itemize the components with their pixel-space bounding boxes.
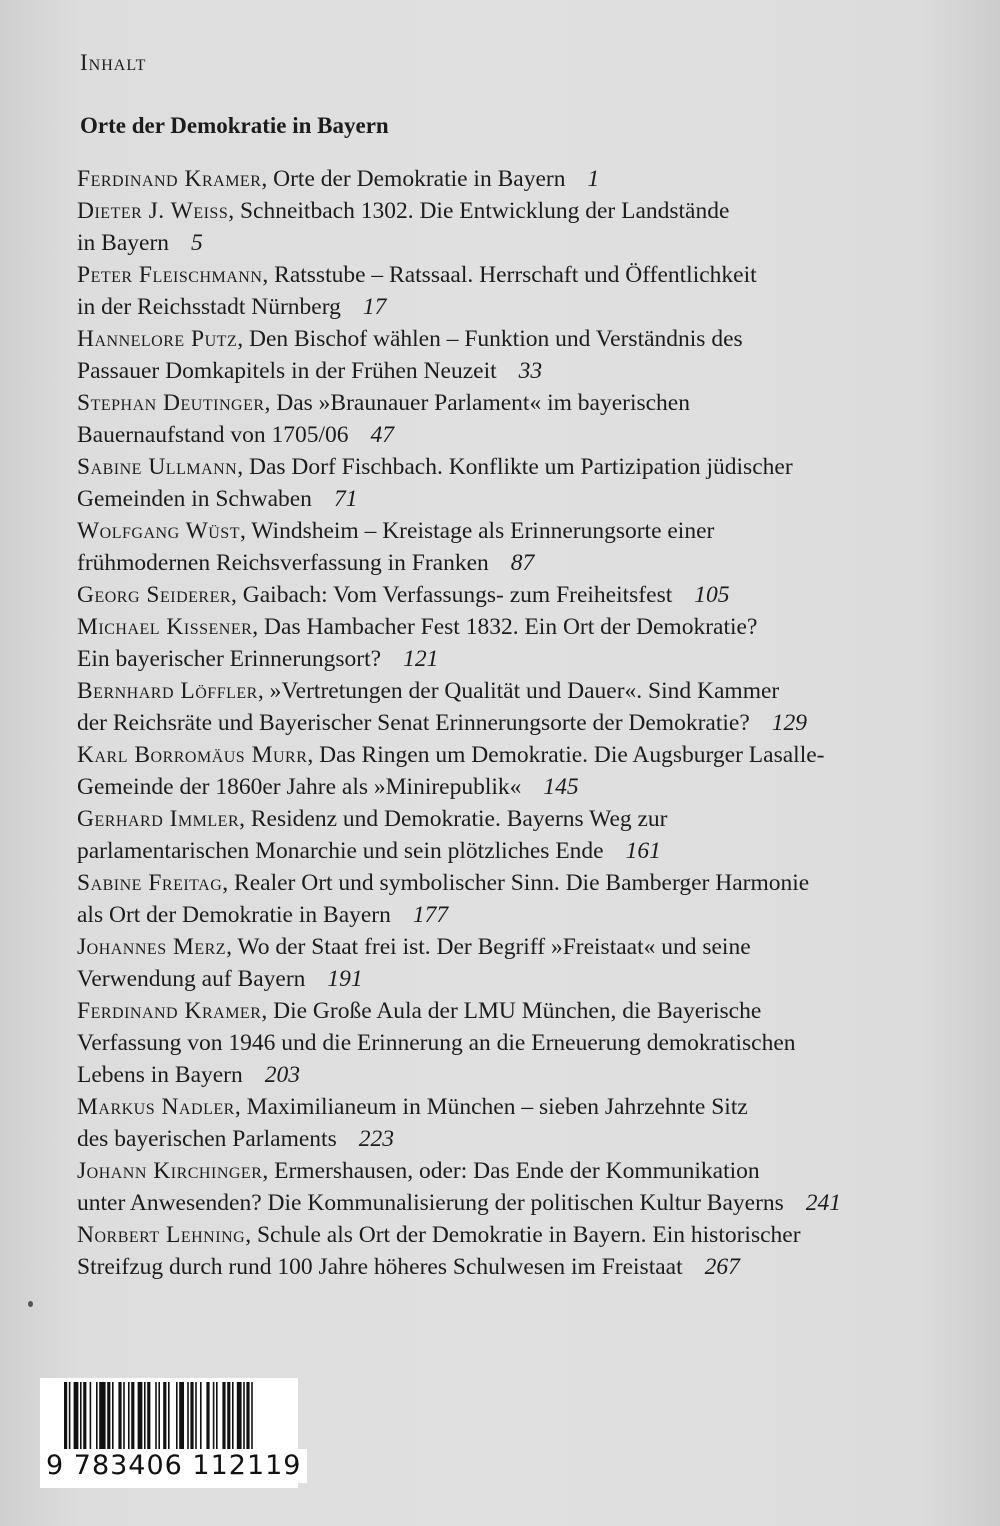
barcode-bar bbox=[118, 1382, 121, 1450]
barcode-bar bbox=[128, 1382, 130, 1450]
toc-title: , Ratsstube – Ratssaal. Herrschaft und Öffentlichkeit bbox=[262, 262, 757, 288]
toc-entry-line bbox=[77, 163, 977, 195]
toc-entry bbox=[77, 387, 977, 451]
toc-title: , Schneitbach 1302. Die Entwicklung der Landstände bbox=[228, 198, 730, 224]
toc-title: des bayerischen Parlaments bbox=[77, 1126, 337, 1152]
toc-page-number: 267 bbox=[704, 1254, 740, 1280]
toc-title: frühmodernen Reichsverfassung in Franken bbox=[77, 550, 489, 576]
toc-title: Gemeinden in Schwaben bbox=[77, 486, 312, 512]
toc-entry bbox=[77, 515, 977, 579]
toc-entry-line bbox=[77, 803, 977, 835]
barcode-bar bbox=[213, 1382, 215, 1450]
toc-entry bbox=[77, 1091, 977, 1155]
toc-entry-line bbox=[77, 515, 977, 547]
toc-entry-line bbox=[77, 931, 977, 963]
toc-page-number: 1 bbox=[587, 166, 600, 192]
toc-title: , Das Hambacher Fest 1832. Ein Ort der Demokratie? bbox=[252, 614, 758, 640]
barcode-bar bbox=[155, 1382, 157, 1450]
toc-page-number: 161 bbox=[625, 838, 661, 864]
toc-title: , Residenz und Demokratie. Bayerns Weg zur bbox=[239, 806, 668, 832]
toc-entry-line bbox=[77, 1123, 977, 1155]
toc-title: , Den Bischof wählen – Funktion und Verständnis des bbox=[237, 326, 743, 352]
toc-title: Passauer Domkapitels in der Frühen Neuzeit bbox=[77, 358, 497, 384]
barcode-bar bbox=[74, 1382, 79, 1450]
toc-entry-line bbox=[77, 547, 977, 579]
toc-author: Hannelore Putz bbox=[77, 326, 238, 352]
section-title: Orte der Demokratie in Bayern bbox=[80, 113, 389, 138]
toc-author: Gerhard Immler bbox=[77, 806, 240, 832]
barcode-bar bbox=[216, 1382, 218, 1450]
toc-entry-line bbox=[77, 963, 977, 995]
toc-title: Gemeinde der 1860er Jahre als »Minirepublik« bbox=[77, 774, 522, 800]
barcode-bar bbox=[179, 1382, 184, 1450]
toc-entry-line bbox=[77, 739, 977, 771]
toc-page-number: 105 bbox=[694, 582, 730, 608]
toc-entry-line bbox=[77, 643, 977, 675]
toc-entry bbox=[77, 995, 977, 1091]
toc-entry-line bbox=[77, 291, 977, 323]
toc-entry-line bbox=[77, 707, 977, 739]
toc-entry-line bbox=[77, 1059, 977, 1091]
page-heading: Inhalt bbox=[80, 50, 147, 75]
barcode-bar bbox=[90, 1382, 92, 1450]
barcode-bar bbox=[206, 1382, 209, 1450]
barcode-bar bbox=[144, 1382, 146, 1450]
toc-page-number: 5 bbox=[191, 230, 203, 256]
toc-page-number: 203 bbox=[264, 1062, 301, 1088]
toc-author: Markus Nadler bbox=[77, 1094, 235, 1120]
toc-author: Peter Fleischmann bbox=[77, 262, 263, 288]
toc-author: Michael Kissener bbox=[77, 614, 253, 640]
toc-author: Sabine Ullmann bbox=[77, 454, 238, 480]
toc-title: unter Anwesenden? Die Kommunalisierung der politischen Kultur Bayerns bbox=[77, 1190, 784, 1216]
barcode-bar bbox=[227, 1382, 230, 1450]
toc-author: Johann Kirchinger bbox=[77, 1158, 263, 1184]
toc-page-number: 33 bbox=[518, 358, 543, 384]
table-of-contents bbox=[77, 163, 977, 1283]
toc-entry-line bbox=[77, 1027, 977, 1059]
toc-page-number: 17 bbox=[362, 294, 387, 320]
barcode-bar bbox=[176, 1382, 178, 1450]
toc-page-number: 223 bbox=[358, 1126, 394, 1152]
toc-page-number: 71 bbox=[333, 486, 358, 512]
toc-title: , Das »Braunauer Parlament« im bayerischen bbox=[264, 390, 690, 416]
toc-title: , Wo der Staat frei ist. Der Begriff »Freistaat« und seine bbox=[226, 934, 751, 960]
barcode-bar bbox=[168, 1382, 170, 1450]
barcode-bar bbox=[187, 1382, 189, 1450]
toc-entry bbox=[77, 931, 977, 995]
barcode-bar bbox=[138, 1382, 143, 1450]
toc-title: als Ort der Demokratie in Bayern bbox=[77, 902, 391, 928]
toc-entry bbox=[77, 579, 977, 611]
toc-author: Georg Seiderer bbox=[77, 582, 232, 608]
toc-entry bbox=[77, 323, 977, 387]
toc-title: parlamentarischen Monarchie und sein plötzliches Ende bbox=[77, 838, 604, 864]
toc-title: , Ermershausen, oder: Das Ende der Kommunikation bbox=[262, 1158, 760, 1184]
toc-author: Bernhard Löffler bbox=[77, 678, 258, 704]
barcode-bar bbox=[195, 1382, 197, 1450]
toc-title: Bauernaufstand von 1705/06 bbox=[77, 422, 349, 448]
toc-author: Johannes Merz bbox=[77, 934, 227, 960]
toc-title: , »Vertretungen der Qualität und Dauer«. Sind Kammer bbox=[257, 678, 780, 704]
barcode-bar bbox=[246, 1382, 249, 1450]
toc-entry bbox=[77, 195, 977, 259]
barcode-bar bbox=[112, 1382, 114, 1450]
toc-title: der Reichsräte und Bayerischer Senat Erinnerungsorte der Demokratie? bbox=[77, 710, 750, 736]
toc-entry bbox=[77, 739, 977, 803]
toc-author: Norbert Lehning bbox=[77, 1222, 246, 1248]
toc-entry-line bbox=[77, 579, 977, 611]
toc-title: Lebens in Bayern bbox=[77, 1062, 243, 1088]
toc-entry-line bbox=[77, 1155, 977, 1187]
toc-page-number: 121 bbox=[403, 646, 439, 672]
barcode-bar bbox=[131, 1382, 134, 1450]
barcode-bar bbox=[83, 1382, 86, 1450]
toc-title: in Bayern bbox=[77, 230, 170, 256]
toc-title: Streifzug durch rund 100 Jahre höheres Schulwesen im Freistaat bbox=[77, 1254, 683, 1280]
toc-entry-line bbox=[77, 1219, 977, 1251]
toc-page-number: 87 bbox=[510, 550, 535, 576]
toc-entry-line bbox=[77, 611, 977, 643]
barcode-bar bbox=[232, 1382, 234, 1450]
toc-entry-line bbox=[77, 483, 977, 515]
toc-title: , Die Große Aula der LMU München, die Bayerische bbox=[261, 998, 762, 1024]
toc-page-number: 191 bbox=[327, 966, 363, 992]
toc-entry-line bbox=[77, 995, 977, 1027]
toc-entry-line bbox=[77, 227, 977, 259]
toc-title: , Schule als Ort der Demokratie in Bayern. Ein historischer bbox=[245, 1222, 801, 1248]
toc-entry-line bbox=[77, 451, 977, 483]
toc-entry bbox=[77, 451, 977, 515]
barcode-bar bbox=[222, 1382, 225, 1450]
barcode-bar bbox=[163, 1382, 166, 1450]
toc-entry bbox=[77, 611, 977, 675]
toc-entry-line bbox=[77, 1251, 977, 1283]
toc-entry-line bbox=[77, 323, 977, 355]
toc-entry-line bbox=[77, 355, 977, 387]
toc-title: , Das Dorf Fischbach. Konflikte um Partizipation jüdischer bbox=[237, 454, 793, 480]
barcode-bar bbox=[243, 1382, 245, 1450]
toc-title: , Gaibach: Vom Verfassungs- zum Freiheitsfest bbox=[231, 582, 673, 608]
isbn-number: 9 783406 112119 bbox=[40, 1449, 307, 1483]
toc-entry-line bbox=[77, 1187, 977, 1219]
toc-entry-line bbox=[77, 899, 977, 931]
barcode-bar bbox=[96, 1382, 98, 1450]
print-speck bbox=[28, 1301, 33, 1307]
toc-author: Ferdinand Kramer bbox=[77, 166, 262, 192]
toc-entry bbox=[77, 1219, 977, 1283]
toc-entry-line bbox=[77, 835, 977, 867]
barcode-bar bbox=[107, 1382, 110, 1450]
toc-author: Ferdinand Kramer bbox=[77, 998, 262, 1024]
toc-entry bbox=[77, 259, 977, 323]
toc-page-number: 177 bbox=[412, 902, 449, 928]
toc-entry-line bbox=[77, 387, 977, 419]
toc-title: in der Reichsstadt Nürnberg bbox=[77, 294, 341, 320]
toc-title: , Orte der Demokratie in Bayern bbox=[261, 166, 566, 192]
toc-author: Stephan Deutinger bbox=[77, 390, 265, 416]
barcode-bar bbox=[237, 1382, 242, 1450]
toc-entry-line bbox=[77, 1091, 977, 1123]
barcode-bar bbox=[200, 1382, 202, 1450]
barcode-bar bbox=[99, 1382, 105, 1450]
toc-entry-line bbox=[77, 419, 977, 451]
toc-author: Sabine Freitag bbox=[77, 870, 223, 896]
toc-entry-line bbox=[77, 771, 977, 803]
barcode-bar bbox=[147, 1382, 150, 1450]
toc-title: , Maximilianeum in München – sieben Jahrzehnte Sitz bbox=[234, 1094, 748, 1120]
toc-page-number: 241 bbox=[805, 1190, 842, 1216]
barcode-bar bbox=[123, 1382, 125, 1450]
toc-title: Ein bayerischer Erinnerungsort? bbox=[77, 646, 382, 672]
toc-author: Wolfgang Wüst bbox=[77, 518, 240, 544]
toc-title: Verwendung auf Bayern bbox=[77, 966, 306, 992]
toc-title: , Das Ringen um Demokratie. Die Augsburger Lasalle- bbox=[307, 742, 825, 768]
toc-entry bbox=[77, 163, 977, 195]
toc-entry bbox=[77, 803, 977, 867]
toc-author: Karl Borromäus Murr bbox=[77, 742, 308, 768]
toc-author: Dieter J. Weiss bbox=[77, 198, 229, 224]
toc-entry-line bbox=[77, 259, 977, 291]
toc-title: , Realer Ort und symbolischer Sinn. Die Bamberger Harmonie bbox=[222, 870, 810, 896]
toc-page-number: 145 bbox=[543, 774, 579, 800]
barcode-bar bbox=[80, 1382, 82, 1450]
toc-page-number: 129 bbox=[771, 710, 807, 736]
toc-entry-line bbox=[77, 195, 977, 227]
toc-title: Verfassung von 1946 und die Erinnerung an die Erneuerung demokratischen bbox=[77, 1030, 796, 1056]
toc-entry bbox=[77, 675, 977, 739]
toc-entry bbox=[77, 1155, 977, 1219]
toc-page-number: 47 bbox=[370, 422, 395, 448]
toc-title: , Windsheim – Kreistage als Erinnerungsorte einer bbox=[239, 518, 715, 544]
toc-entry-line bbox=[77, 675, 977, 707]
toc-entry-line bbox=[77, 867, 977, 899]
toc-entry bbox=[77, 867, 977, 931]
barcode-bar bbox=[190, 1382, 193, 1450]
